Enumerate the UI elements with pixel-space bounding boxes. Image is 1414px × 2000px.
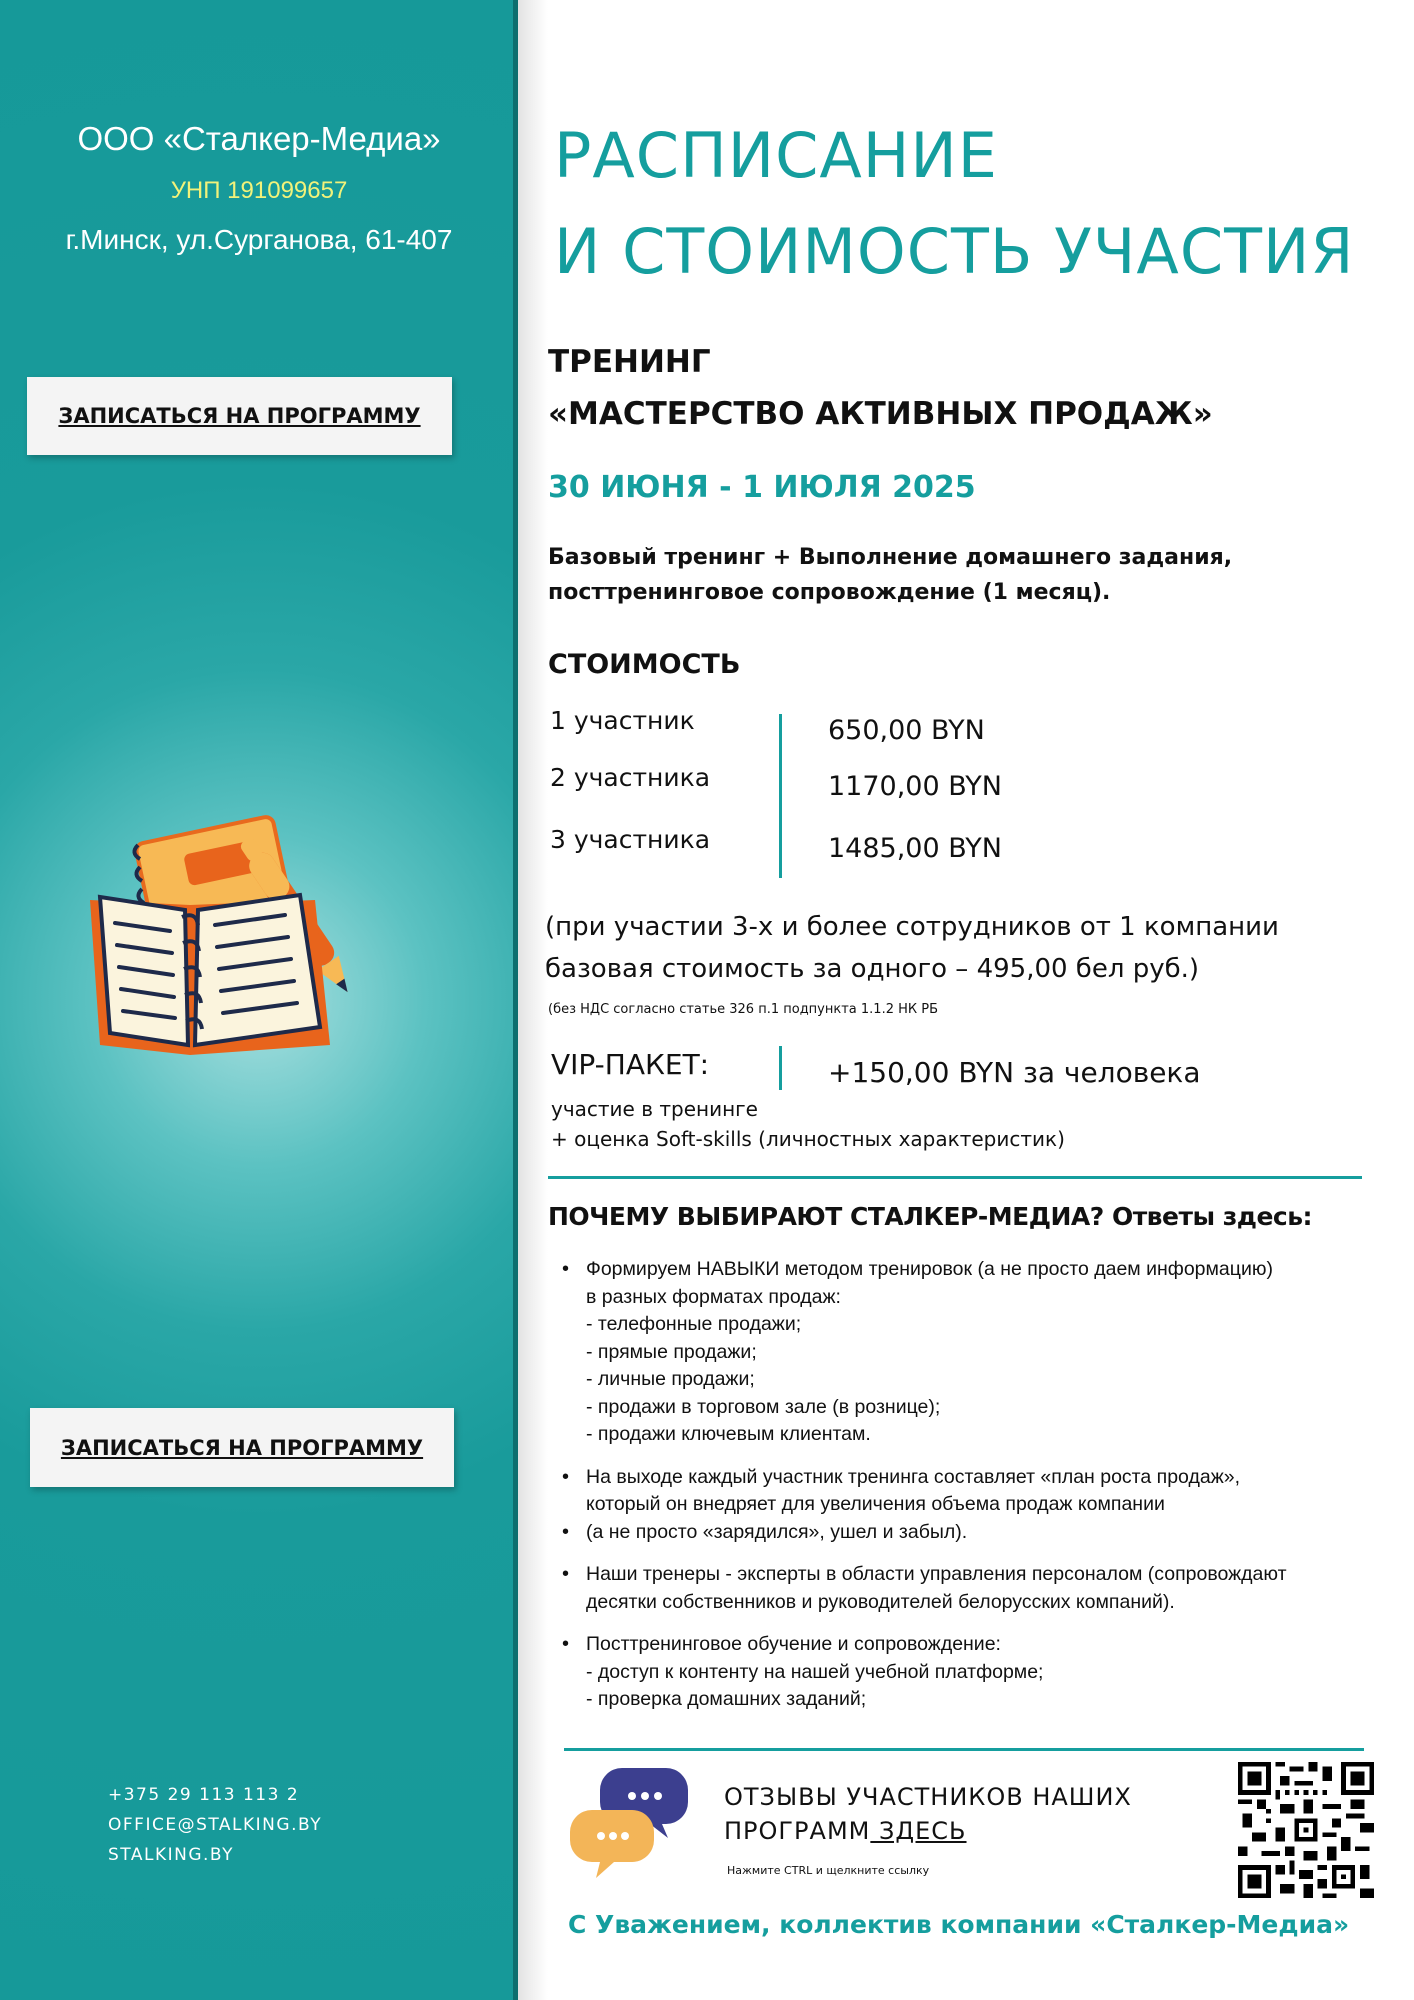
bullet: • bbox=[562, 1520, 570, 1543]
price-label: 3 участника bbox=[550, 825, 711, 854]
signup-button[interactable]: ЗАПИСАТЬСЯ НА ПРОГРАММУ bbox=[27, 377, 452, 455]
page-title: РАСПИСАНИЕ И СТОИМОСТЬ УЧАСТИЯ bbox=[554, 119, 1355, 288]
basic-package: Базовый тренинг + Выполнение домашнего задания, посттренинговое сопровождение (1 месяц). bbox=[548, 545, 1233, 605]
why-title: ПОЧЕМУ ВЫБИРАЮТ СТАЛКЕР-МЕДИА? Ответы здесь: bbox=[548, 1202, 1313, 1231]
bullet: • bbox=[562, 1633, 570, 1655]
company-address: г.Минск, ул.Сурганова, 61-407 bbox=[65, 224, 453, 255]
list-item: • Наши тренеры - эксперты в области управления персоналом (сопровождают десятки собственников и руководителей белорусских компаний). bbox=[562, 1563, 1287, 1613]
company-name: ООО «Сталкер-Медиа» bbox=[77, 120, 441, 157]
reviews-hint: Нажмите CTRL и щелкните ссылку bbox=[727, 1864, 930, 1877]
bullet: • bbox=[562, 1465, 570, 1488]
section-divider bbox=[548, 1176, 1362, 1179]
signup-button[interactable]: ЗАПИСАТЬСЯ НА ПРОГРАММУ bbox=[30, 1408, 454, 1487]
chat-bubbles-icon bbox=[568, 1760, 694, 1886]
price-label: 1 участник bbox=[550, 706, 695, 735]
training-title: ТРЕНИНГ «МАСТЕРСТВО АКТИВНЫХ ПРОДАЖ» bbox=[548, 344, 1213, 432]
price-value: 650,00 BYN bbox=[828, 715, 985, 746]
list-item: • Посттренинговое обучение и сопровождение: - доступ к контенту на нашей учебной платформе; - проверка домашних заданий; bbox=[562, 1633, 1044, 1710]
section-divider bbox=[564, 1748, 1364, 1751]
why-list bbox=[562, 1256, 1408, 1729]
notebook-illustration bbox=[80, 805, 410, 1075]
price-label: 2 участника bbox=[550, 763, 711, 792]
training-dates: 30 ИЮНЯ - 1 ИЮЛЯ 2025 bbox=[548, 470, 976, 505]
sidebar bbox=[0, 0, 518, 2000]
price-value: 1485,00 BYN bbox=[828, 833, 1002, 864]
bullet: • bbox=[562, 1258, 570, 1280]
vip-divider bbox=[779, 1046, 782, 1090]
price-value: 1170,00 BYN bbox=[828, 771, 1002, 802]
reviews-text: ОТЗЫВЫ УЧАСТНИКОВ НАШИХ ПРОГРАММ ЗДЕСЬ bbox=[724, 1783, 1132, 1845]
tax-note: (без НДС согласно статье 326 п.1 подпункта 1.1.2 НК РБ bbox=[548, 1002, 939, 1017]
phone-number: +375 29 113 113 2 bbox=[108, 1785, 300, 1805]
qr-code[interactable] bbox=[1238, 1762, 1374, 1898]
closing-signature: С Уважением, коллектив компании «Сталкер-Медиа» bbox=[568, 1910, 1350, 1939]
vip-title: VIP-ПАКЕТ: bbox=[551, 1048, 710, 1081]
website-link[interactable]: STALKING.BY bbox=[108, 1845, 235, 1865]
group-discount-note: (при участии 3-х и более сотрудников от 1 компании базовая стоимость за одного – 495,00 бел руб.) bbox=[545, 912, 1279, 984]
cost-title: СТОИМОСТЬ bbox=[548, 649, 741, 680]
contacts bbox=[108, 1780, 322, 1870]
price-divider bbox=[779, 714, 782, 878]
list-item: • • На выходе каждый участник тренинга составляет «план роста продаж», который он внедряет для увеличения объема продаж компании (а не просто «зарядился», ушел и забыл). bbox=[568, 1464, 1408, 1547]
vip-description: участие в тренинге + оценка Soft-skills (личностных характеристик) bbox=[551, 1097, 1065, 1151]
list-item: • Формируем НАВЫКИ методом тренировок (а не просто даем информацию) в разных форматах продаж: - телефонные продажи; - прямые продажи; - личные продажи; - продажи в торговом зале (в рознице); - продажи ключевым клиентам. bbox=[562, 1258, 1273, 1445]
email-link[interactable]: OFFICE@STALKING.BY bbox=[108, 1815, 323, 1835]
vip-price: +150,00 BYN за человека bbox=[828, 1056, 1201, 1089]
company-unp: УНП 191099657 bbox=[170, 177, 348, 204]
reviews-link[interactable]: ЗДЕСЬ bbox=[870, 1817, 967, 1845]
bullet: • bbox=[562, 1563, 570, 1585]
